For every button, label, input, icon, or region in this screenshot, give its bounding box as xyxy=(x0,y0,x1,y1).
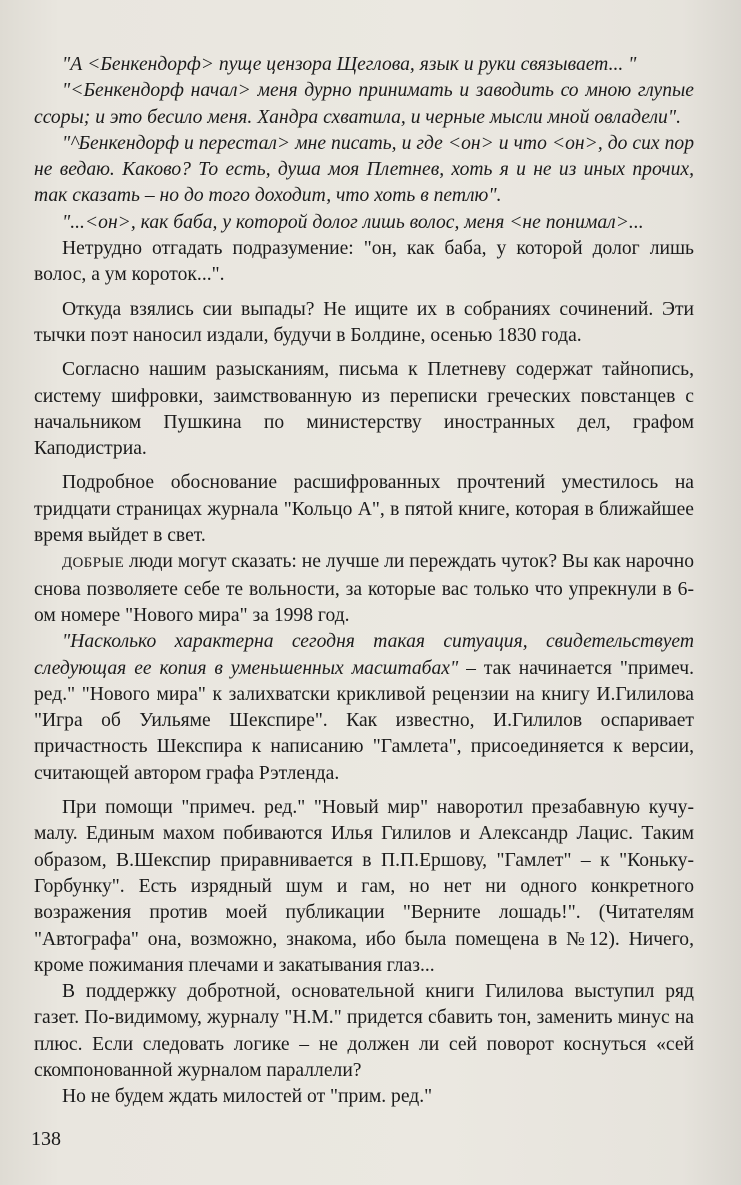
quote-paragraph: "^Бенкендорф и перестал> мне писать, и где <он> и что <он>, до сих пор не ведаю. Каково? То есть, душа моя Плетнев, хоть я и не из иных прочих, так сказать – но до того доходит, что хоть в петлю". xyxy=(34,132,694,207)
body-paragraph: Согласно нашим разысканиям, письма к Плетневу содержат тайнопись, систему шифровки, заимствованную из переписки греческих повстанцев с начальником Пушкина по министерству иностранных дел, графом Каподистриа. xyxy=(34,359,694,460)
mixed-paragraph-text: – так начинается "примеч. ред." "Нового мира" к залихватски крикливой рецензии на книгу И.Гилилова "Игра об Уильяме Шекспире". Как известно, И.Гилилов оспаривает причастность Шекспира к написанию "Гамлета", присоединяется к версии, считающей автором графа Рэтленда. xyxy=(34,657,694,784)
quote-paragraph: "<Бенкендорф начал> меня дурно принимать и заводить со мною глупые ссоры; и это бесило меня. Хандра схватила, и черные мысли мной овладели". xyxy=(34,80,694,128)
body-paragraph: Но не будем ждать милостей от "прим. ред." xyxy=(62,1086,433,1108)
body-paragraph: Откуда взялись сии выпады? Не ищите их в собраниях сочинений. Эти тычки поэт наносил издали, будучи в Болдине, осенью 1830 года. xyxy=(34,298,694,346)
page-number: 138 xyxy=(31,1128,61,1150)
body-paragraph: Подробное обоснование расшифрованных прочтений уместилось на тридцати страницах журнала "Кольцо А", в пятой книге, которая в ближайшее время выйдет в свет. xyxy=(34,472,694,547)
page-text xyxy=(34,52,694,1111)
body-paragraph: Нетрудно отгадать подразумение: "он, как баба, у которой долог лишь волос, а ум короток...". xyxy=(34,238,694,286)
italic-quote: "Насколько характерна сегодня такая ситуация, свидетельствует следующая ее копия в уменьшенных масштабах" xyxy=(34,631,694,679)
quote-paragraph: "А <Бенкендорф> пуще цензора Щеглова, язык и руки связывает... " xyxy=(62,54,637,75)
body-paragraph: При помощи "примеч. ред." "Новый мир" наворотил презабавную кучу-малу. Единым махом побиваются Илья Гилилов и Александр Лацис. Таким образом, В.Шекспир приравнивается в П.П.Ершову, "Гамлет" – к "Коньку-Горбунку". Есть изрядный шум и гам, но нет ни одного конкретного возражения против моей публикации "Верните лошадь!". (Читателям "Автографа" она, возможно, знакома, ибо была помещена в №12). Ничего, кроме пожимания плечами и закатывания глаз... xyxy=(34,797,694,976)
quote-paragraph: "...<он>, как баба, у которой долог лишь волос, меня <не понимал>... xyxy=(62,211,644,233)
small-caps-lead: ДОБРЫЕ xyxy=(62,555,125,572)
lead-paragraph-text: люди могут сказать: не лучше ли переждать чуток? Вы как нарочно снова позволяете себе те вольности, за которые вас только что упрекнули в 6-ом номере "Нового мира" за 1998 год. xyxy=(34,551,694,626)
body-paragraph: В поддержку добротной, основательной книги Гилилова выступил ряд газет. По-видимому, журналу "Н.М." придется сбавить тон, заменить минус на плюс. Если следовать логике – не должен ли сей поворот коснуться «сей скомпонованной журналом параллели? xyxy=(34,981,694,1081)
body-paragraph-lead xyxy=(34,549,694,629)
body-paragraph-mixed xyxy=(34,629,694,787)
